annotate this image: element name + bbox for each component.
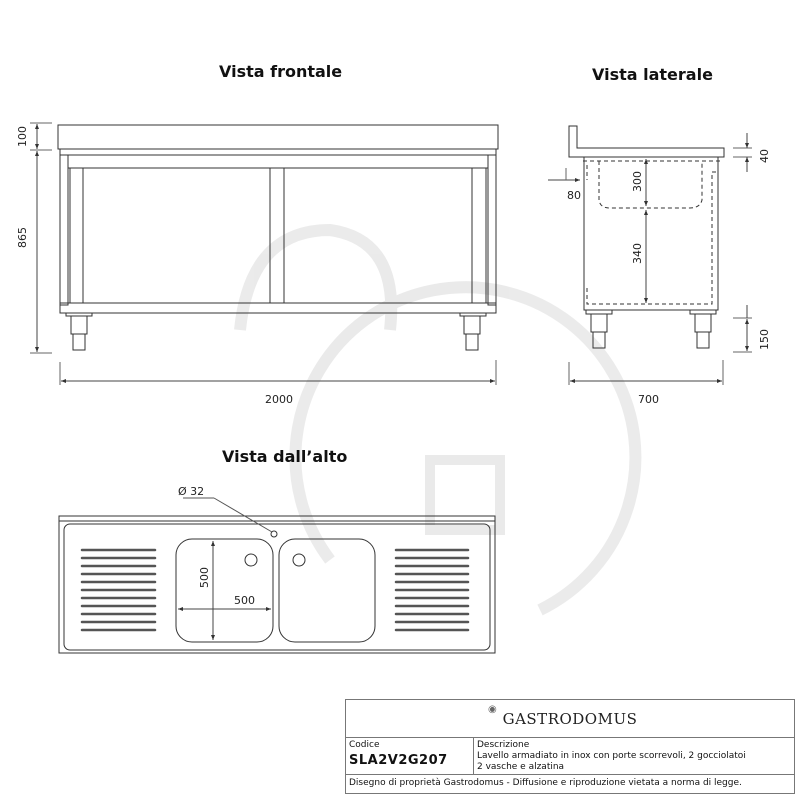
brand-name: GASTRODOMUS xyxy=(502,709,638,728)
code-cell xyxy=(346,738,474,774)
dim-front-width: 2000 xyxy=(265,393,293,406)
description-line-1: Lavello armadiato in inox con porte scorrevoli, 2 gocciolatoi xyxy=(477,751,746,761)
dim-side-leg-height: 150 xyxy=(758,329,771,350)
drainboard-right xyxy=(396,550,468,630)
dim-top-basin-height: 500 xyxy=(198,567,211,588)
code-label: Codice xyxy=(349,740,380,750)
front-view-title: Vista frontale xyxy=(219,62,343,81)
drainboard-left xyxy=(82,550,155,630)
dim-front-body-height: 865 xyxy=(16,227,29,248)
dim-top-hole-diameter: Ø 32 xyxy=(178,485,205,498)
description-line-2: 2 vasche e alzatina xyxy=(477,762,565,772)
description-cell xyxy=(474,738,794,774)
dim-side-offset: 80 xyxy=(567,189,581,202)
top-view-title: Vista dall’alto xyxy=(222,447,348,466)
watermark-logo xyxy=(240,230,635,610)
dim-side-under-basin: 340 xyxy=(631,243,644,264)
dim-side-top-thickness: 40 xyxy=(758,149,771,163)
copyright-footer: Disegno di proprietà Gastrodomus - Diffusione e riproduzione vietata a norma di legge. xyxy=(349,778,742,788)
description-label: Descrizione xyxy=(477,740,530,750)
chef-hat-icon: ◉ xyxy=(488,704,497,715)
brand-logo xyxy=(346,700,794,738)
side-view-title: Vista laterale xyxy=(592,65,713,84)
dim-top-basin-width: 500 xyxy=(234,594,255,607)
side-view-drawing xyxy=(548,126,752,385)
dim-front-top-height: 100 xyxy=(16,126,29,147)
code-value: SLA2V2G207 xyxy=(349,753,448,768)
dim-side-depth: 700 xyxy=(638,393,659,406)
title-block xyxy=(345,699,795,794)
dim-side-basin-depth: 300 xyxy=(631,171,644,192)
